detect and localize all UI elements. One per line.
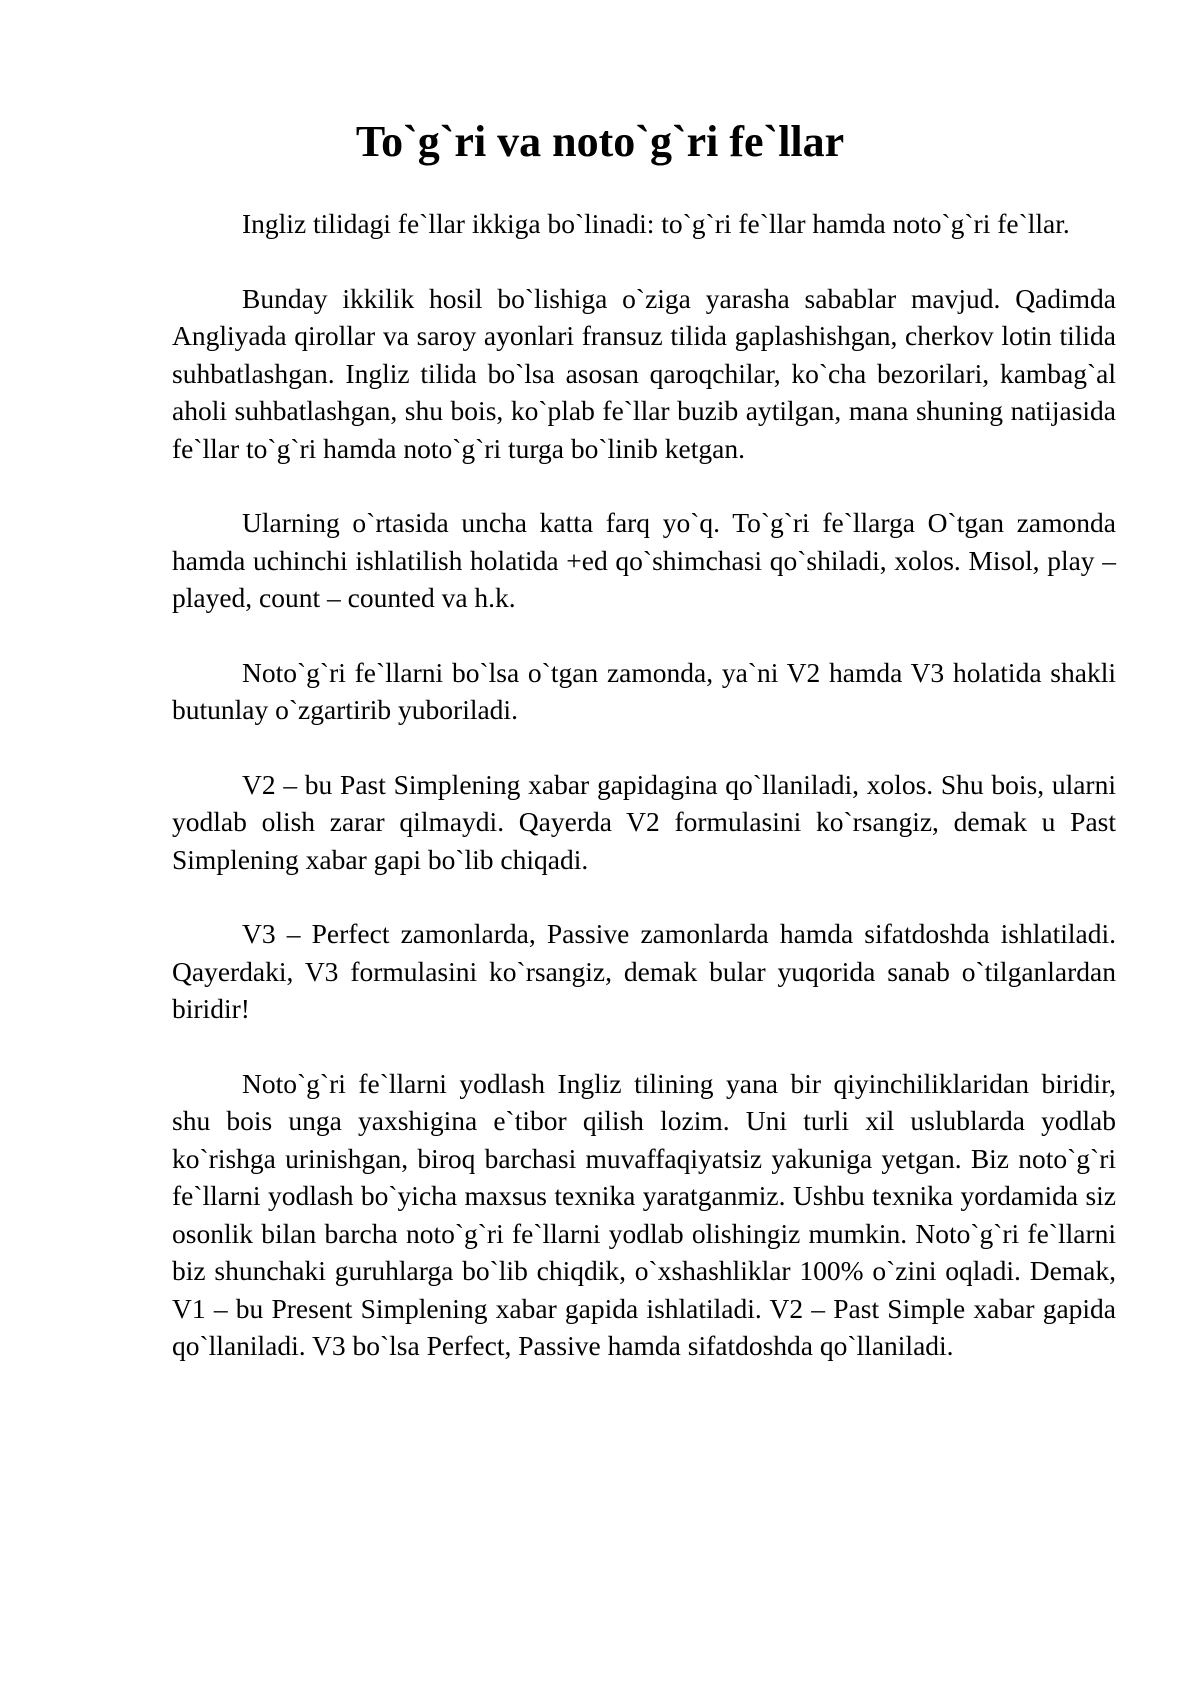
paragraph-v3: V3 – Perfect zamonlarda, Passive zamonlarda hamda sifatdoshda ishlatiladi. Qayerdaki, V3 formulasini ko`rsangiz, demak bular yuqorida sanab o`tilganlardan biridir! [172,918,1116,1024]
paragraph-regular-verbs: Ularning o`rtasida uncha katta farq yo`q. To`g`ri fe`llarga O`tgan zamonda hamda uchinchi ishlatilish holatida +ed qo`shimchasi qo`shiladi, xolos. Misol, play – played, count – counted va h.k. [172,507,1116,613]
paragraph-history: Bunday ikkilik hosil bo`lishiga o`ziga yarasha sabablar mavjud. Qadimda Angliyada qirollar va saroy ayonlari fransuz tilida gaplashishgan, cherkov lotin tilida suhbatlashgan. Ingliz tilida bo`lsa asosan qaroqchilar, ko`cha bezorilari, kambag`al aholi suhbatlashgan, shu bois, ko`plab fe`llar buzib aytilgan, mana shuning natijasida fe`llar to`g`ri hamda noto`g`ri turga bo`linib ketgan. [172,282,1116,464]
document-body [172,205,1116,1402]
paragraph-v2: V2 – bu Past Simplening xabar gapidagina qo`llaniladi, xolos. Shu bois, ularni yodlab olish zarar qilmaydi. Qayerda V2 formulasini ko`rsangiz, demak u Past Simplening xabar gapi bo`lib chiqadi. [172,768,1116,875]
paragraph-memorization: Noto`g`ri fe`llarni yodlash Ingliz tilining yana bir qiyinchiliklaridan biridir, shu bois unga yaxshigina e`tibor qilish lozim. Uni turli xil uslublarda yodlab ko`rishga urinishgan, biroq barchasi muvaffaqiyatsiz yakuniga yetgan. Biz noto`g`ri fe`llarni yodlash bo`yicha maxsus texnika yaratganmiz. Ushbu texnika yordamida siz osonlik bilan barcha noto`g`ri fe`llarni yodlab olishingiz mumkin. Noto`g`ri fe`llarni biz shunchaki guruhlarga bo`lib chiqdik, o`xshashliklar 100% o`zini oqladi. Demak, V1 – bu Present Simplening xabar gapida ishlatiladi. V2 – Past Simple xabar gapida qo`llaniladi. V3 bo`lsa Perfect, Passive hamda sifatdoshda qo`llaniladi. [172,1067,1116,1361]
paragraph-irregular-verbs: Noto`g`ri fe`llarni bo`lsa o`tgan zamonda, ya`ni V2 hamda V3 holatida shakli butunlay o`zgartirib yuboriladi. [172,656,1116,725]
page-title: To`g`ri va noto`g`ri fe`llar [355,117,845,166]
paragraph-intro: Ingliz tilidagi fe`llar ikkiga bo`linadi: to`g`ri fe`llar hamda noto`g`ri fe`llar. [242,208,1070,239]
